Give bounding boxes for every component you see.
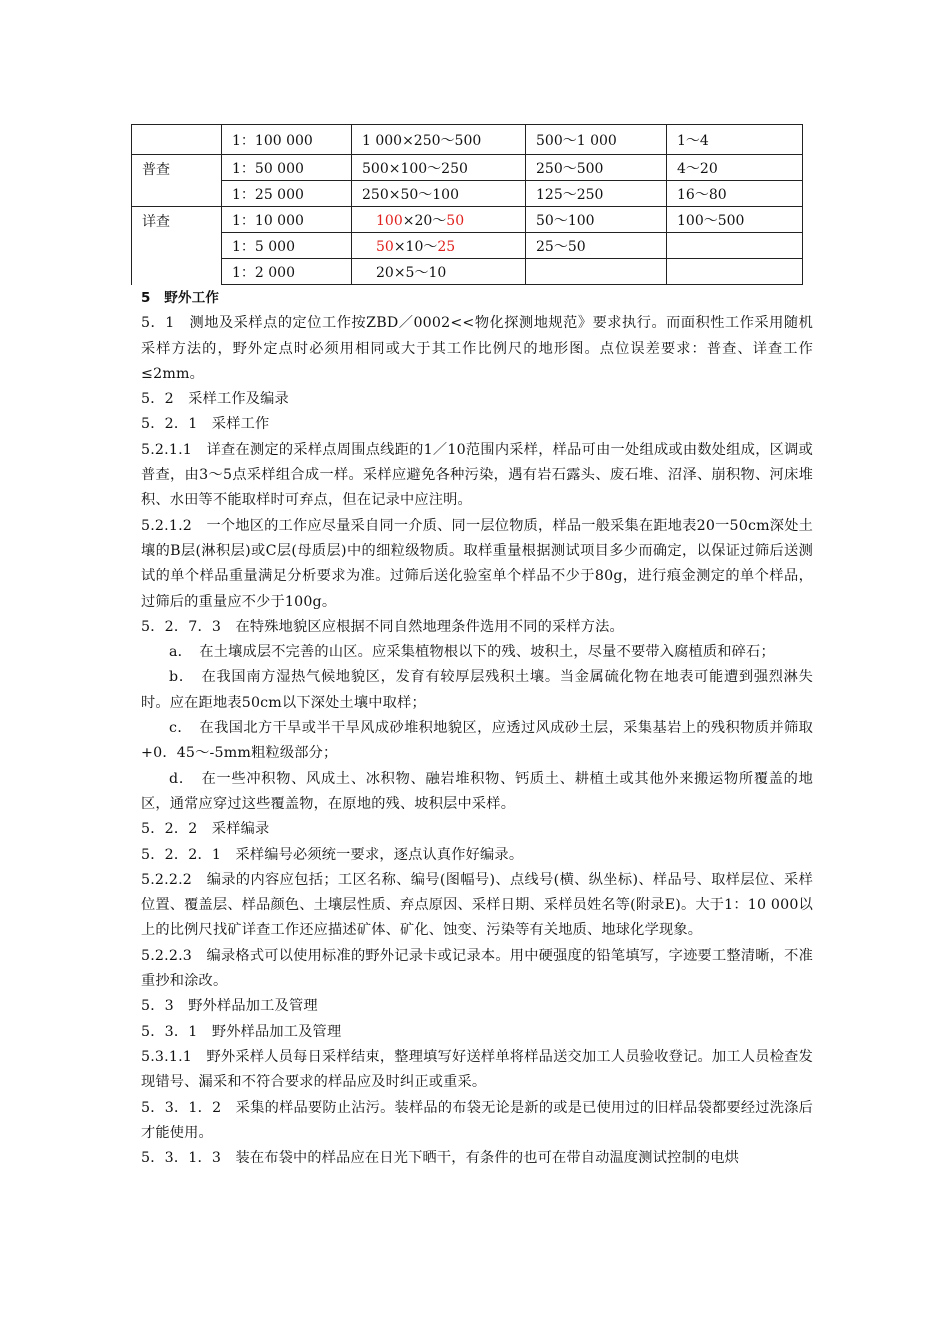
paragraph: 5．2．7．3 在特殊地貌区应根据不同自然地理条件选用不同的采样方法。 — [141, 618, 624, 635]
grid-value-red: 50 — [446, 212, 465, 229]
subsection-heading: 5．3 野外样品加工及管理 — [141, 998, 318, 1015]
grid-value-red: 25 — [437, 238, 456, 255]
list-item: c． 在我国北方干旱或半干旱风成砂堆积地貌区，应透过风成砂土层，采集基岩上的残积物质并筛取+0．45～-5mm粗粒级部分； — [141, 720, 813, 762]
paragraph: 5．3．1．2 采集的样品要防止沾污。装样品的布袋无论是新的或是已使用过的旧样品袋都要经过洗涤后才能使用。 — [141, 1099, 813, 1141]
table-cell-category: 详查 — [132, 207, 222, 285]
list-item: b． 在我国南方湿热气候地貌区，发育有较厚层残积土壤。当金属硫化物在地表可能遭到强烈淋失时。应在距地表50cm以下深处土壤中取样； — [141, 669, 813, 711]
paragraph: 5.2.1.1 详查在测定的采样点周围点线距的1／10范围内采样，样品可由一处组成或由数处组成，区调或普查，由3～5点采样组合成一样。采样应避免各种污染，遇有岩石露头、废石堆、沼泽、崩积物、河床堆积、水田等不能取样时可弃点，但在记录中应注明。 — [141, 441, 813, 509]
table-cell-area: 250～500 — [526, 155, 667, 181]
table-cell-area: 50～100 — [526, 207, 667, 233]
paragraph: 5．3．1．3 装在布袋中的样品应在日光下晒干，有条件的也可在带自动温度测试控制的电烘 — [141, 1150, 740, 1167]
table-row — [132, 233, 803, 259]
table-cell-area: 125～250 — [526, 181, 667, 207]
table-cell-density: 1～4 — [667, 125, 803, 155]
table-cell-grid — [352, 233, 526, 259]
table-cell-scale: 1：100 000 — [222, 125, 352, 155]
table-row — [132, 207, 803, 233]
table-cell-scale: 1：5 000 — [222, 233, 352, 259]
paragraph: 5.2.2.3 编录格式可以使用标准的野外记录卡或记录本。用中硬强度的铅笔填写，字迹要工整清晰，不准重抄和涂改。 — [141, 947, 813, 990]
list-item: a． 在土壤成层不完善的山区。应采集植物根以下的残、坡积土，尽量不要带入腐植质和碎石； — [169, 644, 775, 661]
subsection-heading: 5．2 采样工作及编录 — [141, 391, 289, 408]
table-cell-density — [667, 259, 803, 285]
table-cell-density — [667, 233, 803, 259]
list-item: d． 在一些冲积物、风成土、冰积物、融岩堆积物、钙质土、耕植土或其他外来搬运物所覆盖的地区，通常应穿过这些覆盖物，在原地的残、坡积层中采样。 — [141, 770, 813, 812]
subsection-heading: 5．2．2 采样编录 — [141, 821, 270, 838]
document-body — [141, 286, 813, 1171]
grid-value-mid: ×10～ — [393, 238, 438, 255]
table-cell-category: 普查 — [132, 155, 222, 207]
paragraph: 5.2.2.2 编录的内容应包括；工区名称、编号(图幅号)、点线号(横、纵坐标)、样品号、取样层位、采样位置、覆盖层、样品颜色、土壤层性质、弃点原因、采样日期、采样员姓名等(附录E)。大于1：10 000以上的比例尺找矿详查工作还应描述矿体、矿化、蚀变、污染等有关地质、地球化学现象。 — [141, 871, 813, 939]
table-cell-grid: 500×100～250 — [352, 155, 526, 181]
grid-value-red: 100 — [376, 212, 403, 229]
table-cell-scale: 1：2 000 — [222, 259, 352, 285]
table-cell-density: 4～20 — [667, 155, 803, 181]
table-row — [132, 125, 803, 155]
table-cell-category — [132, 125, 222, 155]
paragraph: 5.2.1.2 一个地区的工作应尽量采自同一介质、同一层位物质，样品一般采集在距地表20一50cm深处土壤的B层(淋积层)或C层(母质层)中的细粒级物质。取样重量根据测试项目多少而确定，以保证过筛后送测试的单个样品重量满足分析要求为准。过筛后送化验室单个样品不少于80g，进行痕金测定的单个样品，过筛后的重量应不少于100g。 — [141, 517, 813, 610]
table-cell-scale: 1：50 000 — [222, 155, 352, 181]
table-cell-scale: 1：25 000 — [222, 181, 352, 207]
table-cell-scale: 1：10 000 — [222, 207, 352, 233]
table-cell-grid: 250×50～100 — [352, 181, 526, 207]
subsection-heading: 5．2．1 采样工作 — [141, 416, 270, 433]
grid-value-mid: ×20～ — [402, 212, 447, 229]
paragraph: 5.3.1.1 野外采样人员每日采样结束，整理填写好送样单将样品送交加工人员验收登记。加工人员检查发现错号、漏采和不符合要求的样品应及时纠正或重采。 — [141, 1048, 813, 1091]
table-cell-grid — [352, 207, 526, 233]
sampling-scale-table — [131, 124, 803, 285]
grid-value-red: 50 — [376, 238, 394, 255]
table-cell-grid: 1 000×250～500 — [352, 125, 526, 155]
table-cell-density: 16～80 — [667, 181, 803, 207]
paragraph: 5．1 测地及采样点的定位工作按ZBD／0002<<物化探测地规范》要求执行。而面积性工作采用随机采样方法的，野外定点时必须用相同或大于其工作比例尺的地形图。点位误差要求：普查、详查工作≤2mm。 — [141, 315, 813, 382]
section-heading: 5 野外工作 — [141, 290, 220, 306]
table-cell-area: 500～1 000 — [526, 125, 667, 155]
paragraph: 5．2．2．1 采样编号必须统一要求，逐点认真作好编录。 — [141, 846, 524, 863]
table-row — [132, 155, 803, 181]
table-cell-area — [526, 259, 667, 285]
table-cell-density: 100～500 — [667, 207, 803, 233]
table-row — [132, 181, 803, 207]
table-row — [132, 259, 803, 285]
subsection-heading: 5．3．1 野外样品加工及管理 — [141, 1023, 342, 1040]
table-cell-grid: 20×5～10 — [352, 259, 526, 285]
table-cell-area: 25～50 — [526, 233, 667, 259]
